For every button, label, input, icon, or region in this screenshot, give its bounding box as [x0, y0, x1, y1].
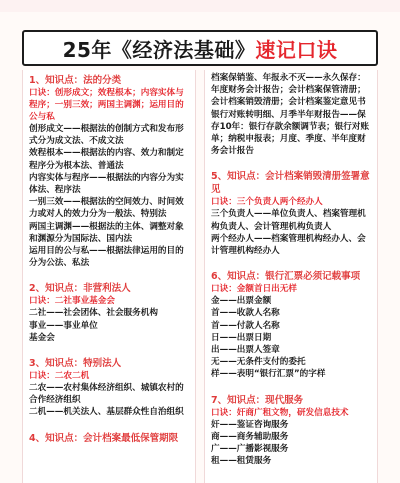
- list-item: 运用目的公与私——根据法律运用的目的分为公法、私法: [29, 246, 184, 269]
- section-heading: 2、知识点：非营利法人: [29, 283, 131, 295]
- list-item: 租——租赁服务: [211, 456, 272, 467]
- section-archive-retention: [23, 432, 195, 445]
- list-item: 无——无条件支付的委托: [211, 357, 306, 368]
- list-item: 事业——事业单位: [29, 320, 98, 331]
- section-archive-destruction-signoff: [205, 170, 377, 257]
- list-item: 两个经办人——档案管理机构经办人、会计管理机构经办人: [211, 233, 366, 257]
- section-heading: 1、知识点：法的分类: [29, 75, 122, 86]
- section-heading: 6、知识点：银行汇票必须记载事项: [211, 271, 361, 283]
- list-item: 三个负责人——单位负责人、档案管理机构负责人、会计管理机构负责人: [211, 209, 366, 232]
- section-bank-draft-items: [205, 270, 377, 380]
- section-heading: 3、知识点：特别法人: [29, 358, 122, 370]
- section-nonprofit-legal-person: [23, 282, 195, 344]
- section-heading: 5、知识点：会计档案销毁清册签署意见: [211, 171, 370, 196]
- list-item: 出——出票人签章: [211, 345, 280, 356]
- list-item: 广——广播影视服务: [211, 444, 289, 455]
- list-item: 银行对账转明细、月季半年财报告——保存10年：银行存款余额调节表；银行对账单；纳税申报表；月度、季度、半年度财务会计报告: [211, 109, 370, 157]
- mnemonic: 口诀：二社事业基金会: [29, 296, 115, 307]
- title-highlight: 速记口诀: [255, 37, 338, 62]
- list-item: 内容实体与程序——根据法的内容分为实体法、程序法: [29, 172, 184, 196]
- list-item: 二社——社会团体、社会服务机构: [29, 308, 158, 319]
- mnemonic: 口诀：二农二机: [29, 371, 90, 382]
- decorative-top-border: [0, 0, 400, 12]
- list-item: 金——出票金额: [211, 296, 272, 307]
- list-item: 商——商务辅助服务: [211, 431, 289, 442]
- list-item: 二农——农村集体经济组织、城镇农村的合作经济组织: [29, 383, 184, 406]
- list-item: 日——出票日期: [211, 332, 272, 343]
- list-item: 样——表明“银行汇票”的字样: [211, 369, 326, 380]
- section-special-legal-person: [23, 357, 195, 419]
- list-item: 档案保销鉴、年报永不灭——永久保存：年度财务会计报告；会计档案保管清册；会计档案销毁清册；会计档案鉴定意见书: [211, 73, 366, 108]
- section-legal-classification: [23, 74, 195, 269]
- content-columns: [22, 70, 378, 483]
- mnemonic: 口诀：奸商广租文物，研发信息技术: [211, 407, 349, 418]
- section-archive-retention-continued: [205, 72, 377, 157]
- section-modern-services: [205, 394, 377, 468]
- list-item: 奸——鉴证咨询服务: [211, 419, 289, 430]
- mnemonic: 口诀：金额首日出无样: [211, 284, 297, 295]
- title-main: 25年《经济法基础》: [62, 37, 256, 62]
- mnemonic: 口诀：三个负责人两个经办人: [211, 197, 323, 208]
- list-item: 二机——机关法人、基层群众性自治组织: [29, 407, 184, 418]
- list-item: 首——付款人名称: [211, 320, 280, 331]
- list-item: 创形成文——根据法的创制方式和发布形式分为成文法、不成文法: [29, 124, 184, 147]
- section-heading: 7、知识点：现代服务: [211, 394, 304, 406]
- left-column: [22, 70, 196, 483]
- section-heading: 4、知识点：会计档案最低保管期限: [29, 432, 179, 444]
- page-title: [22, 30, 378, 66]
- list-item: 一别三效——根据法的空间效力、时间效力或对人的效力分为一般法、特别法: [29, 197, 184, 220]
- list-item: 基金会: [29, 332, 55, 343]
- list-item: 两国主调渊——根据法的主体、调整对象和渊源分为国际法、国内法: [29, 221, 184, 244]
- mnemonic: 口诀：创形成文；效程根本；内容实体与程序；一别三效；两国主调渊；运用目的公与私: [29, 88, 184, 122]
- list-item: 效程根本——根据法的内容、效力和制定程序分为根本法、普通法: [29, 148, 184, 171]
- list-item: 首——收款人名称: [211, 308, 280, 319]
- right-column: [204, 70, 378, 483]
